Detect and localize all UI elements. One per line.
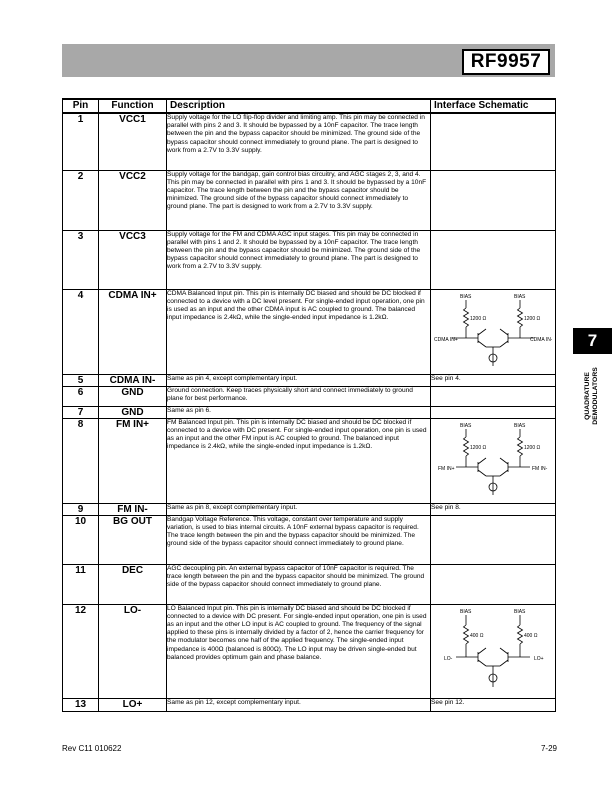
bias-label-right: BIAS (514, 422, 526, 429)
pin-number: 8 (63, 418, 99, 503)
table-row (63, 604, 556, 698)
pin-schematic (431, 604, 556, 698)
lo-input-schematic (434, 607, 552, 691)
table-row (63, 374, 556, 386)
pin-schematic (431, 418, 556, 503)
bias-label-right: BIAS (514, 293, 526, 300)
pin-number: 13 (63, 698, 99, 711)
pin-function: CDMA IN+ (99, 289, 167, 374)
input-label-right: LO+ (534, 655, 544, 662)
pin-function: CDMA IN- (99, 374, 167, 386)
chapter-label-line2: DEMODULATORS (592, 367, 599, 425)
fm-input-schematic (434, 421, 552, 499)
pin-description: Bandgap Voltage Reference. This voltage, constant over temperature and supply variation, is used to bias internal circuits. A 10nF external bypass capacitor is required. The trace length between the pin and the bypass capacitor should be minimized. The ground side of the bypass capacitor should connect immediately to ground plane. (167, 515, 431, 564)
pin-description: Same as pin 12, except complementary input. (167, 698, 431, 711)
table-row (63, 289, 556, 374)
pin-schematic (431, 113, 556, 170)
table-row (63, 230, 556, 289)
pin-description: CDMA Balanced Input pin. This pin is internally DC biased and should be DC blocked if connected to a device with a DC level present. For single-ended input operation, one pin is used as an input and the other CDMA input is AC coupled to ground. The balanced input impedance is 2.4kΩ, while the single-ended input impedance is 1.2kΩ. (167, 289, 431, 374)
pin-schematic (431, 515, 556, 564)
pin-function: LO+ (99, 698, 167, 711)
pin-function: LO- (99, 604, 167, 698)
bias-label-left: BIAS (460, 608, 472, 615)
pin-function: GND (99, 386, 167, 406)
part-number: RF9957 (462, 49, 550, 75)
pin-schematic (431, 170, 556, 230)
cdma-input-schematic (434, 292, 552, 370)
pin-number: 10 (63, 515, 99, 564)
pin-description: LO Balanced Input pin. This pin is internally DC biased and should be DC blocked if connected to a device with DC present. For single-ended input operation, one pin is used as an input and the other LO input is AC coupled to ground. The frequency of the signal applied to these pins is internally divided by a factor of 2, hence the carrier frequency for the modulator becomes one half of the applied frequency. The single-ended input impedance is 400Ω (balanced is 800Ω). The LO input may be driven single-ended but balanced provides optimum gain and phase balance. (167, 604, 431, 698)
table-row (63, 564, 556, 604)
pin-number: 7 (63, 406, 99, 418)
pin-description: AGC decoupling pin. An external bypass capacitor of 10nF capacitor is required. The trace length between the pin and the bypass capacitor should be minimized. The ground side of the bypass capacitor should connect immediately to ground plane. (167, 564, 431, 604)
table-row (63, 170, 556, 230)
pin-description: Supply voltage for the FM and CDMA AGC input stages. This pin may be connected in parallel with pins 1 and 2. It should be bypassed by a 10nF capacitor. The trace length between the pin and the bypass capacitor should be minimized. The ground side of the bypass capacitor should connect immediately to ground plane. The part is designed to work from a 2.7V to 3.3V supply. (167, 230, 431, 289)
bias-label-left: BIAS (460, 293, 472, 300)
pin-function: FM IN- (99, 503, 167, 515)
pin-function: GND (99, 406, 167, 418)
pin-function: VCC1 (99, 113, 167, 170)
table-header-row (63, 99, 556, 113)
pin-number: 1 (63, 113, 99, 170)
pin-function: FM IN+ (99, 418, 167, 503)
pin-number: 11 (63, 564, 99, 604)
pin-number: 9 (63, 503, 99, 515)
resistor-label-left: 400 Ω (470, 632, 484, 639)
input-label-right: FM IN- (532, 465, 548, 472)
pin-number: 5 (63, 374, 99, 386)
pin-description: Same as pin 8, except complementary input. (167, 503, 431, 515)
resistor-label-right: 400 Ω (524, 632, 538, 639)
footer-revision: Rev C11 010622 (62, 744, 122, 753)
input-label-left: CDMA IN+ (434, 336, 458, 343)
resistor-label-right: 1200 Ω (524, 315, 541, 322)
pin-schematic (431, 386, 556, 406)
table-row (63, 386, 556, 406)
pin-function: BG OUT (99, 515, 167, 564)
chapter-tab: 7 (573, 328, 612, 354)
table-row (63, 503, 556, 515)
pin-description: Same as pin 4, except complementary input. (167, 374, 431, 386)
pin-schematic (431, 564, 556, 604)
bias-label-right: BIAS (514, 608, 526, 615)
pin-description: Ground connection. Keep traces physically short and connect immediately to ground plane for best performance. (167, 386, 431, 406)
input-label-left: FM IN+ (438, 465, 455, 472)
table-row (63, 113, 556, 170)
bias-label-left: BIAS (460, 422, 472, 429)
pin-schematic (431, 230, 556, 289)
resistor-label-right: 1200 Ω (524, 444, 541, 451)
column-header-description: Description (167, 99, 431, 113)
pin-schematic (431, 406, 556, 418)
resistor-label-left: 1200 Ω (470, 444, 487, 451)
pin-table (62, 98, 556, 712)
pin-function: DEC (99, 564, 167, 604)
pin-schematic: See pin 4. (431, 374, 556, 386)
pin-number: 4 (63, 289, 99, 374)
pin-number: 6 (63, 386, 99, 406)
pin-description: Supply voltage for the bandgap, gain control bias circuitry, and AGC stages 2, 3, and 4. This pin may be connected in parallel with pins 1 and 3. It should be bypassed by a 10nF capacitor. The trace length between the pin and the bypass capacitor should be minimized. The ground side of the bypass capacitor should connect immediately to ground plane. The part is designed to work from a 2.7V to 3.3V supply. (167, 170, 431, 230)
table-row (63, 418, 556, 503)
pin-schematic (431, 289, 556, 374)
table-row (63, 406, 556, 418)
pin-description: FM Balanced Input pin. This pin is internally DC biased and should be DC blocked if connected to a device with DC present. For single-ended input operation, one pin is used as an input and the other FM input is AC coupled to ground. The balanced input impedance is 2.4kΩ, while the single-ended input impedance is 1.2kΩ. (167, 418, 431, 503)
pin-number: 2 (63, 170, 99, 230)
pin-function: VCC2 (99, 170, 167, 230)
pin-schematic: See pin 8. (431, 503, 556, 515)
pin-schematic: See pin 12. (431, 698, 556, 711)
chapter-label (574, 358, 610, 434)
column-header-function: Function (99, 99, 167, 113)
input-label-right: CDMA IN- (530, 336, 552, 343)
input-label-left: LO- (444, 655, 453, 662)
chapter-label-line1: QUADRATURE (584, 372, 591, 420)
column-header-schematic: Interface Schematic (431, 99, 556, 113)
table-row (63, 698, 556, 711)
pin-description: Same as pin 6. (167, 406, 431, 418)
footer-page-number: 7-29 (540, 744, 557, 753)
table-row (63, 515, 556, 564)
column-header-pin: Pin (63, 99, 99, 113)
pin-description: Supply voltage for the LO flip-flop divider and limiting amp. This pin may be connected in parallel with pins 2 and 3. It should be bypassed by a 10nF capacitor. The trace length between the pin and the bypass capacitor should be minimized. The ground side of the bypass capacitor should connect immediately to ground plane. The part is designed to work from a 2.7V to 3.3V supply. (167, 113, 431, 170)
resistor-label-left: 1200 Ω (470, 315, 487, 322)
pin-number: 12 (63, 604, 99, 698)
pin-function: VCC3 (99, 230, 167, 289)
pin-number: 3 (63, 230, 99, 289)
